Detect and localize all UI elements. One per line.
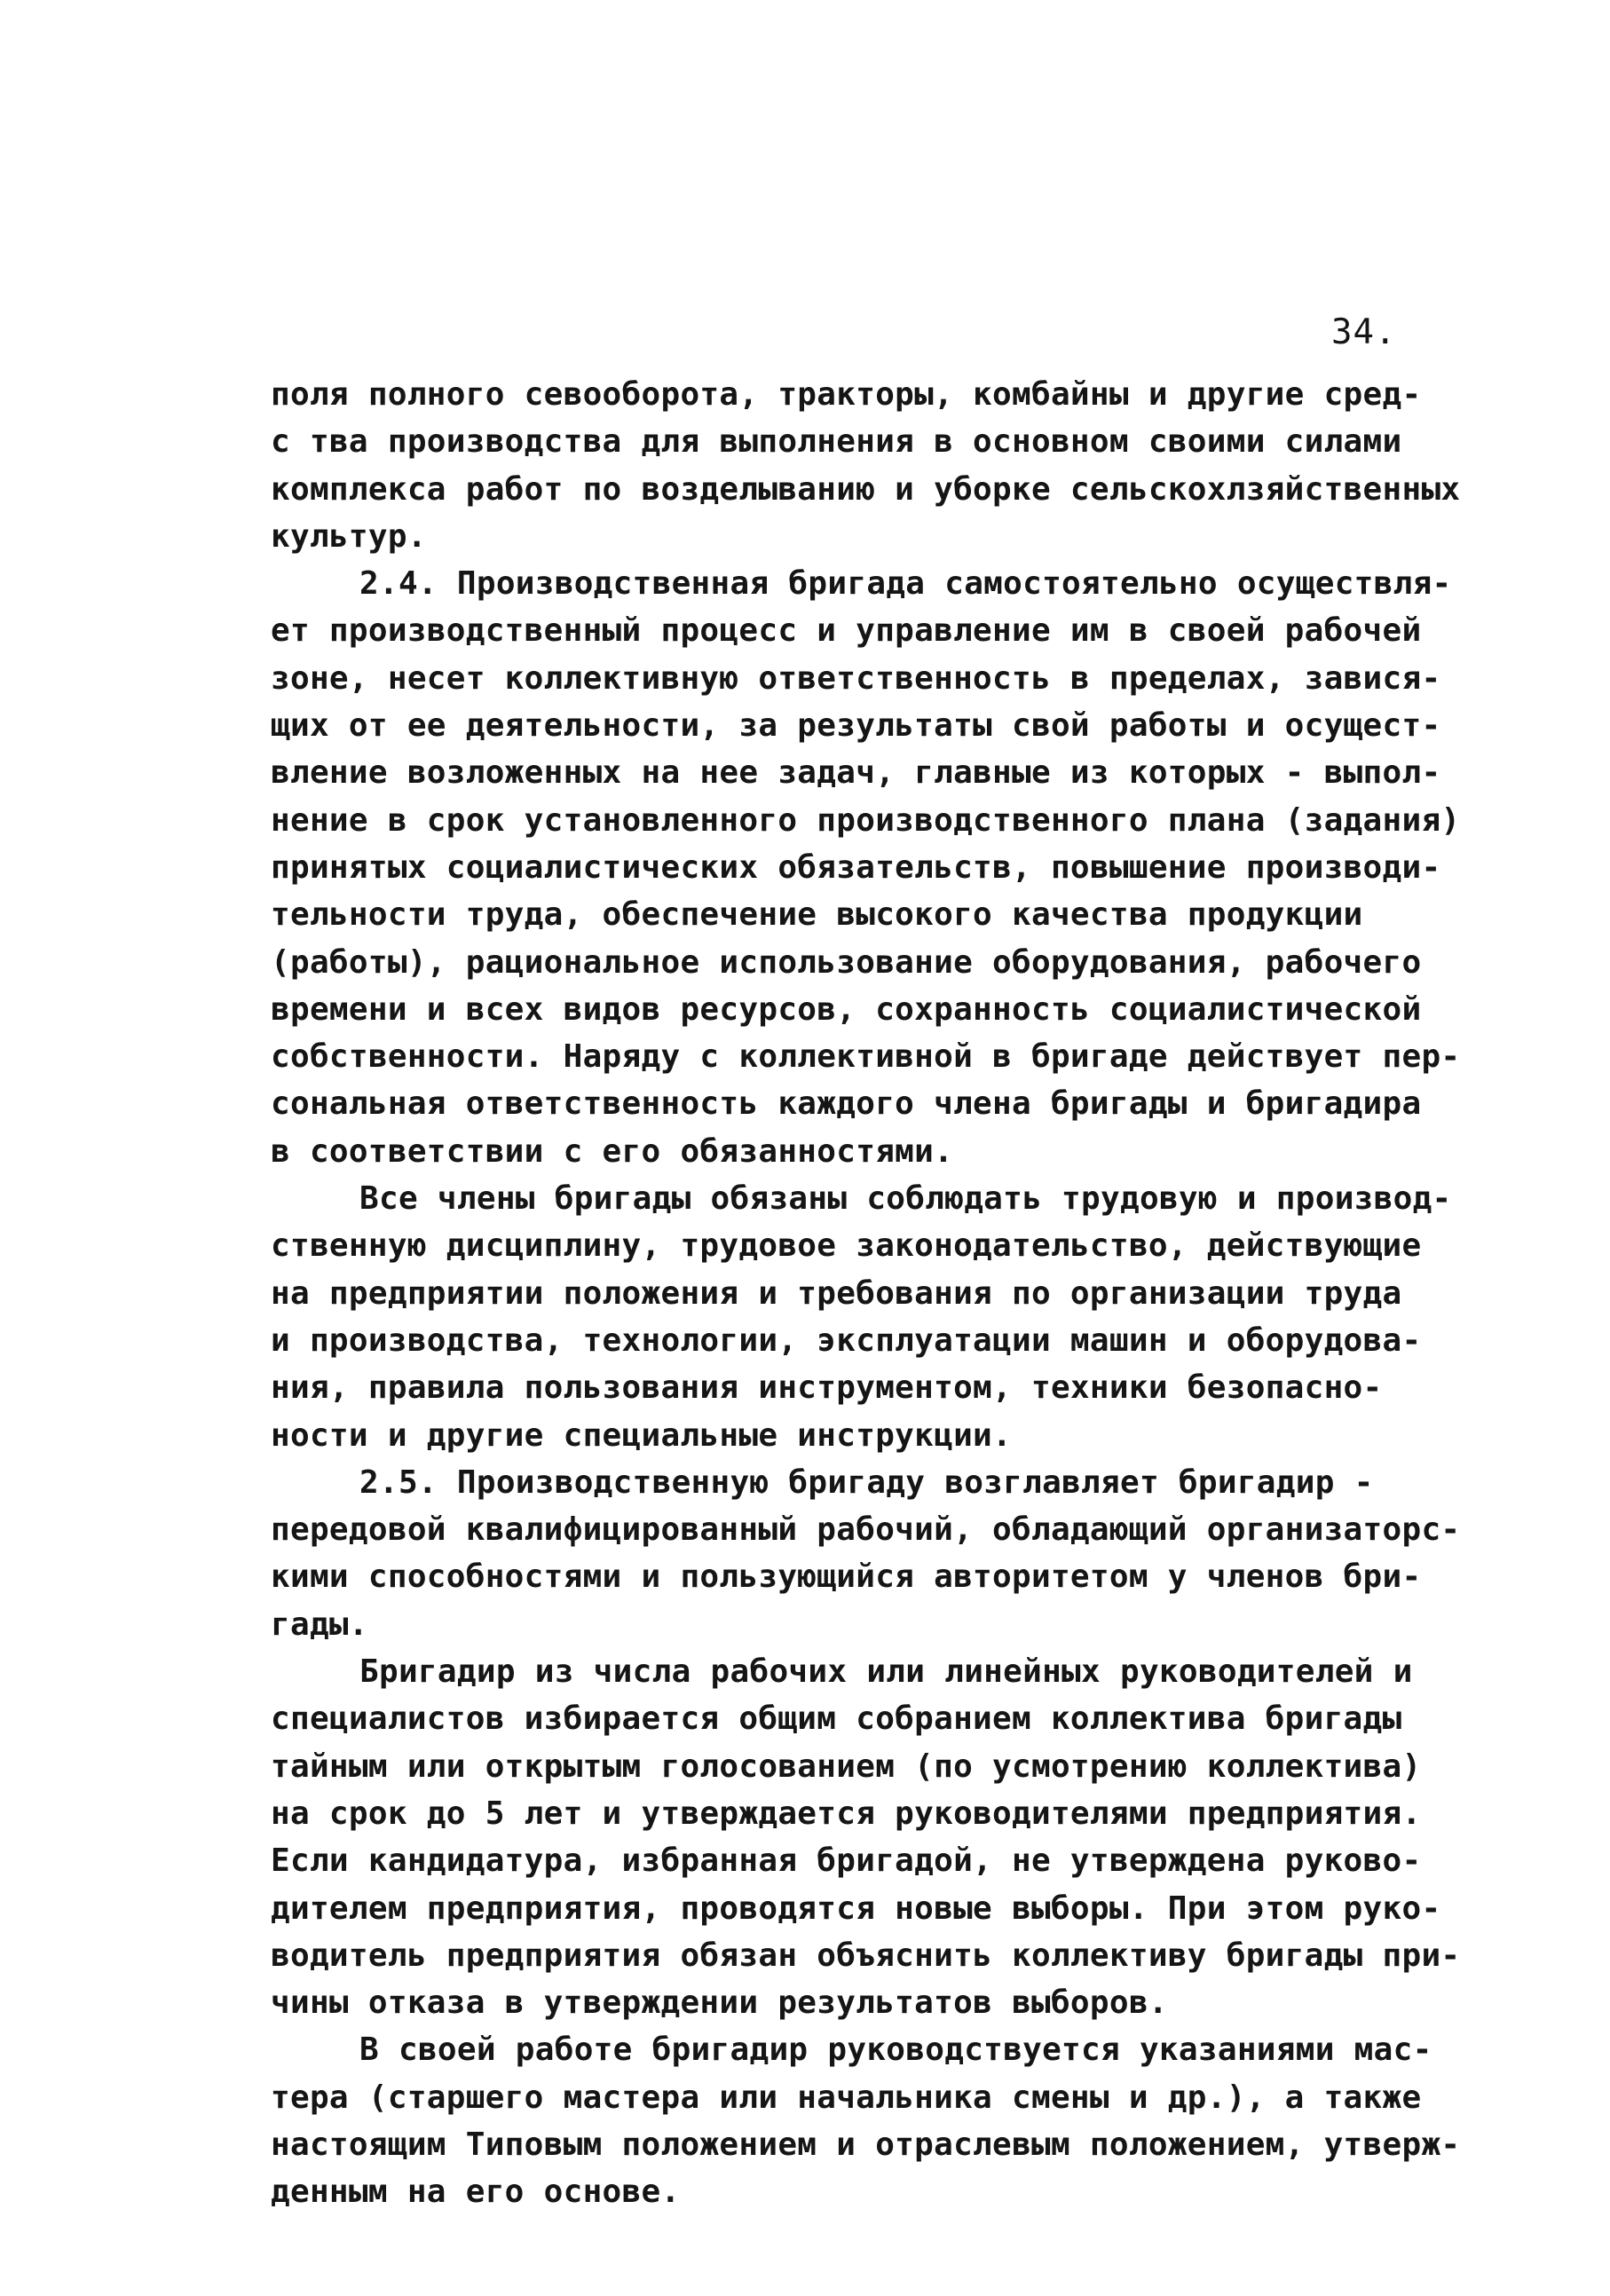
text-line: тайным или открытым голосованием (по усмотрению коллектива) <box>271 1748 1422 1785</box>
text-line: 2.5. Производственную бригаду возглавляет бригадир - <box>359 1464 1374 1501</box>
text-line: настоящим Типовым положением и отраслевым положением, утверж- <box>271 2126 1461 2163</box>
text-line: нение в срок установленного производственного плана (задания) <box>271 801 1461 839</box>
text-line: зоне, несет коллективную ответственность в пределах, завися- <box>271 659 1441 697</box>
text-line: на предприятии положения и требования по организации труда <box>271 1274 1402 1312</box>
text-line: на срок до 5 лет и утверждается руководителями предприятия. <box>271 1795 1422 1832</box>
text-line: культур. <box>271 517 427 555</box>
text-line: ния, правила пользования инструментом, техники безопасно- <box>271 1369 1383 1407</box>
page-number: 34. <box>1331 312 1397 352</box>
text-line: с тва производства для выполнения в основном своими силами <box>271 423 1402 461</box>
text-line: в соответствии с его обязанностями. <box>271 1132 954 1170</box>
text-line: 2.4. Производственная бригада самостоятельно осуществля- <box>359 565 1452 603</box>
text-line: комплекса работ по возделыванию и уборке сельскохлзяйственных <box>271 470 1461 508</box>
text-line: вление возложенных на нее задач, главные из которых - выпол- <box>271 754 1441 792</box>
text-line: Бригадир из числа рабочих или линейных руководителей и <box>359 1653 1413 1691</box>
text-line: времени и всех видов ресурсов, сохранность социалистической <box>271 990 1422 1028</box>
text-line: В своей работе бригадир руководствуется указаниями мас- <box>359 2032 1432 2069</box>
text-line: Все члены бригады обязаны соблюдать трудовую и производ- <box>359 1180 1452 1218</box>
text-line: дителем предприятия, проводятся новые выборы. При этом руко- <box>271 1890 1441 1927</box>
text-line: собственности. Наряду с коллективной в бригаде действует пер- <box>271 1038 1461 1076</box>
text-line: передовой квалифицированный рабочий, обладающий организаторс- <box>271 1511 1461 1549</box>
text-line: гады. <box>271 1606 368 1643</box>
body-text <box>271 371 1478 2216</box>
text-line: ет производственный процесс и управление им в своей рабочей <box>271 612 1422 650</box>
text-line: и производства, технологии, эксплуатации машин и оборудова- <box>271 1322 1422 1359</box>
text-line: специалистов избирается общим собранием коллектива бригады <box>271 1700 1402 1738</box>
text-line: кими способностями и пользующийся авторитетом у членов бри- <box>271 1558 1422 1596</box>
text-line: чины отказа в утверждении результатов выборов. <box>271 1984 1168 2022</box>
text-line: денным на его основе. <box>271 2174 681 2211</box>
text-line: тельности труда, обеспечение высокого качества продукции <box>271 896 1363 934</box>
text-line: тера (старшего мастера или начальника смены и др.), а также <box>271 2079 1422 2116</box>
text-line: ственную дисциплину, трудовое законодательство, действующие <box>271 1227 1422 1265</box>
text-line: сональная ответственность каждого члена бригады и бригадира <box>271 1085 1422 1123</box>
text-line: (работы), рациональное использование оборудования, рабочего <box>271 943 1422 981</box>
text-line: щих от ее деятельности, за результаты свой работы и осущест- <box>271 707 1441 745</box>
text-line: водитель предприятия обязан объяснить коллективу бригады при- <box>271 1937 1461 1974</box>
text-line: принятых социалистических обязательств, повышение производи- <box>271 848 1441 886</box>
text-line: ности и другие специальные инструкции. <box>271 1416 1013 1454</box>
text-line: Если кандидатура, избранная бригадой, не утверждена руково- <box>271 1842 1422 1880</box>
text-line: поля полного севооборота, тракторы, комбайны и другие сред- <box>271 376 1422 413</box>
